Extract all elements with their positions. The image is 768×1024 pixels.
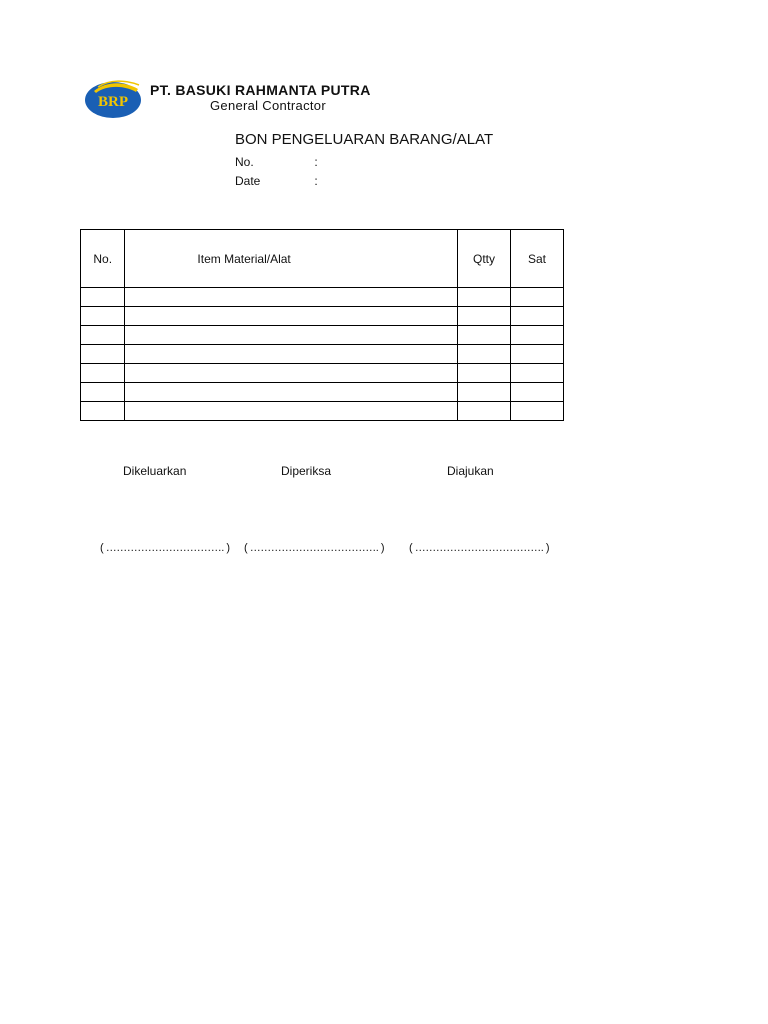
signature-line-dikeluarkan: ( ……………………………. ) [100,542,230,554]
cell-qty[interactable] [458,326,511,345]
table-row [81,383,564,402]
document-number-row [235,155,318,169]
company-logo [84,79,142,119]
cell-item[interactable] [125,383,458,402]
cell-unit[interactable] [511,364,564,383]
table-row [81,326,564,345]
signature-label-dikeluarkan: Dikeluarkan [123,464,187,478]
cell-item[interactable] [125,307,458,326]
cell-unit[interactable] [511,326,564,345]
signature-line-diajukan: ( ………………………………. ) [409,542,549,554]
document-number-label: No. [235,155,254,169]
cell-item[interactable] [125,288,458,307]
cell-no[interactable] [81,383,125,402]
column-header-unit: Sat [511,230,564,288]
table-row [81,402,564,421]
cell-item[interactable] [125,402,458,421]
cell-no[interactable] [81,288,125,307]
table-row [81,345,564,364]
column-header-no: No. [81,230,125,288]
items-table [80,229,564,421]
document-number-separator: : [314,155,318,169]
cell-qty[interactable] [458,383,511,402]
company-subtitle: General Contractor [210,98,326,113]
document-date-label: Date [235,174,261,188]
cell-unit[interactable] [511,345,564,364]
cell-no[interactable] [81,326,125,345]
cell-item[interactable] [125,364,458,383]
cell-unit[interactable] [511,307,564,326]
cell-unit[interactable] [511,383,564,402]
table-row [81,288,564,307]
table-row [81,364,564,383]
items-table-body [81,288,564,421]
signature-label-diajukan: Diajukan [447,464,494,478]
cell-unit[interactable] [511,288,564,307]
cell-unit[interactable] [511,402,564,421]
cell-no[interactable] [81,307,125,326]
table-row [81,307,564,326]
cell-qty[interactable] [458,364,511,383]
signature-label-diperiksa: Diperiksa [281,464,332,478]
cell-qty[interactable] [458,402,511,421]
document-date-row [235,174,318,188]
document-date-separator: : [314,174,318,188]
company-name: PT. BASUKI RAHMANTA PUTRA [150,82,371,98]
cell-qty[interactable] [458,288,511,307]
column-header-qty: Qtty [458,230,511,288]
cell-no[interactable] [81,345,125,364]
cell-item[interactable] [125,326,458,345]
cell-no[interactable] [81,402,125,421]
cell-qty[interactable] [458,345,511,364]
signature-line-diperiksa: ( ………………………………. ) [244,542,384,554]
cell-no[interactable] [81,364,125,383]
cell-item[interactable] [125,345,458,364]
table-header-row [81,230,564,288]
cell-qty[interactable] [458,307,511,326]
logo-text: BRP [98,94,128,110]
column-header-item: Item Material/Alat [125,230,458,288]
document-title: BON PENGELUARAN BARANG/ALAT [235,131,494,148]
